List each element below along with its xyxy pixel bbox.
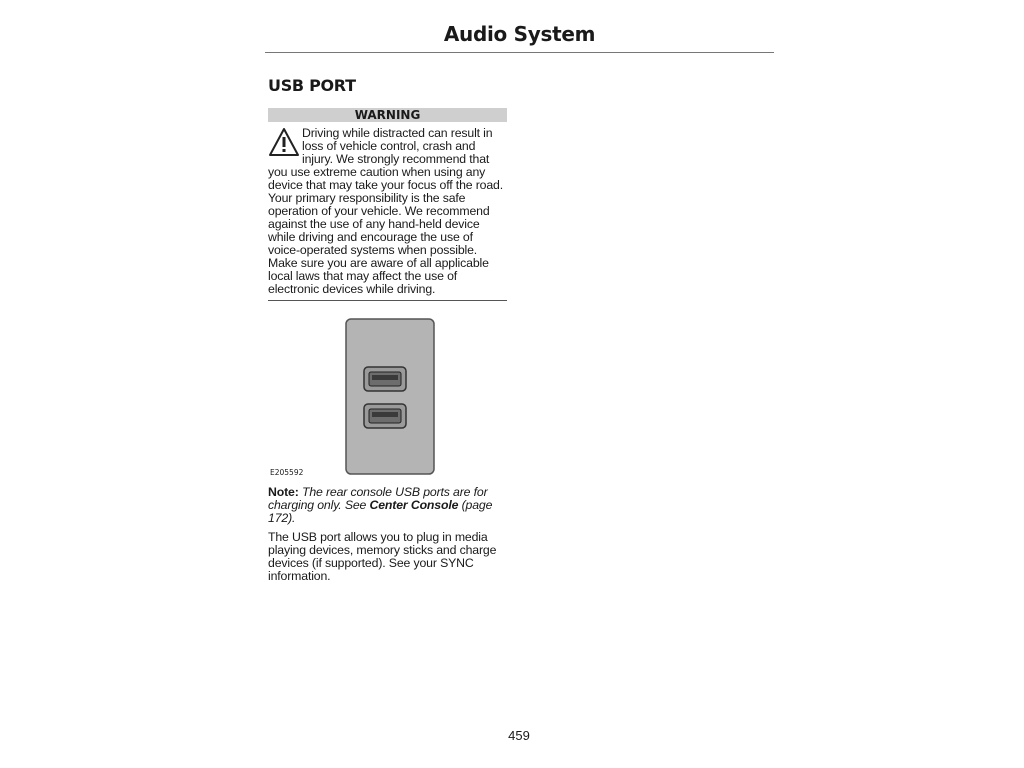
warning-triangle-icon [268, 127, 300, 157]
section-title: USB PORT [268, 76, 356, 95]
warning-text: Driving while distracted can result in loss of vehicle control, crash and injury. We strongly recommend that you use extreme caution when using any device that may take your focus off the road. Your primary responsibility is the safe operation of your vehicle. We recommend against the use of any hand-held device while driving and encourage the use of voice-operated systems when possible. Make sure you are aware of all applicable local laws that may affect the use of electronic devices while driving. [268, 126, 503, 296]
warning-box [268, 127, 508, 296]
center-console-reference: Center Console [369, 498, 459, 512]
usb-port-upper [364, 367, 406, 391]
usb-description-paragraph: The USB port allows you to plug in media playing devices, memory sticks and charge devices (if supported). See your SYNC information. [268, 530, 497, 583]
page-number: 459 [508, 728, 530, 743]
usb-port-illustration [345, 318, 435, 475]
warning-divider [268, 300, 507, 301]
note-paragraph [268, 486, 508, 525]
figure-id: E205592 [270, 468, 304, 477]
note-lead: Note: [268, 485, 299, 499]
note-text-after: (page 172). [268, 498, 493, 525]
warning-label: WARNING [268, 108, 507, 122]
page-header-title: Audio System [443, 22, 596, 46]
note-text-before: The rear console USB ports are for charging only. See [268, 485, 488, 512]
header-divider [265, 52, 774, 53]
usb-port-lower [364, 404, 406, 428]
